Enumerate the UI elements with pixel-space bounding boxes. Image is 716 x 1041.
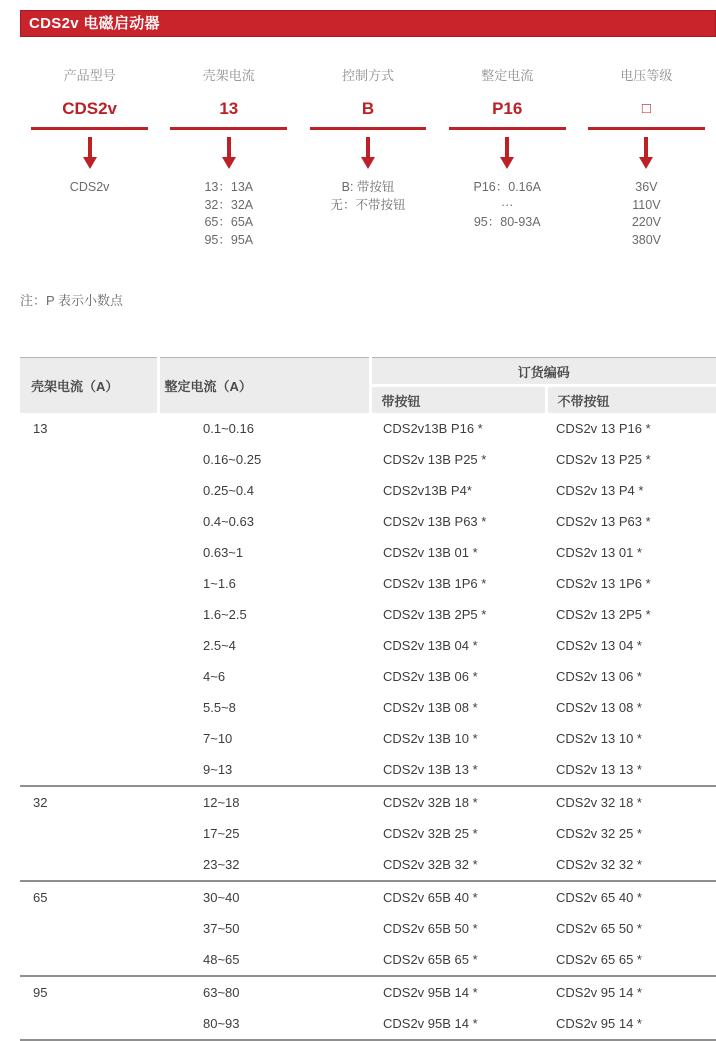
cell-code-without-button: CDS2v 13 01 * — [556, 545, 642, 560]
detail-line: B: 带按钮 — [341, 180, 395, 194]
cell-frame-current — [20, 537, 158, 568]
table-body — [20, 413, 716, 1040]
cell-setting-current: 1~1.6 — [203, 576, 236, 591]
cell-frame-current — [20, 818, 158, 849]
table-row — [20, 944, 716, 976]
cell-code-with-button: CDS2v 32B 32 * — [383, 857, 478, 872]
red-underline — [31, 127, 148, 130]
model-key-details — [632, 179, 661, 249]
cell-setting-current: 23~32 — [203, 857, 240, 872]
table-row — [20, 913, 716, 944]
model-key-details — [474, 179, 541, 232]
model-key-column — [438, 68, 577, 249]
cell-setting-current: 4~6 — [203, 669, 226, 684]
model-key-column — [298, 68, 437, 249]
table-row — [20, 723, 716, 754]
red-underline — [449, 127, 566, 130]
table-row — [20, 754, 716, 786]
cell-frame-current: 32 — [20, 786, 158, 818]
cell-code-with-button: CDS2v 13B 13 * — [383, 762, 478, 777]
detail-line: 380V — [631, 232, 662, 247]
model-key-label: 整定电流 — [481, 68, 534, 83]
cell-setting-current: 12~18 — [158, 786, 370, 818]
cell-code-with-button: CDS2v 13B 2P5 * — [383, 607, 487, 622]
cell-code-with-button: CDS2v 65B 65 * — [383, 952, 478, 967]
cell-frame-current: 65 — [20, 881, 158, 913]
cell-code-without-button: CDS2v 13 06 * — [556, 669, 642, 684]
cell-setting-current: 30~40 — [158, 881, 370, 913]
cell-setting-current: 5.5~8 — [203, 700, 236, 715]
cell-frame-current: 13 — [33, 421, 48, 436]
table-row — [20, 1008, 716, 1040]
down-arrow-icon — [361, 137, 375, 169]
cell-code-with-button: CDS2v 13B P63 * — [383, 514, 487, 529]
header-with-button: 带按钮 — [370, 386, 546, 414]
detail-line: 95：80-93A — [473, 215, 541, 229]
cell-code-with-button: CDS2v13B P4* — [383, 483, 472, 498]
arrow-stem — [366, 137, 370, 157]
detail-line: 110V — [632, 197, 661, 212]
table-row — [20, 818, 716, 849]
model-key-label: 壳架电流 — [202, 68, 255, 83]
table-row — [20, 537, 716, 568]
cell-frame-current — [20, 754, 158, 786]
table-row — [20, 849, 716, 881]
cell-code-without-button: CDS2v 65 50 * — [556, 921, 642, 936]
order-code-table — [20, 357, 716, 1041]
cell-code-without-button: CDS2v 32 32 * — [556, 857, 642, 872]
down-arrow-icon — [500, 137, 514, 169]
detail-line: 32：32A — [204, 197, 254, 212]
cell-code-without-button: CDS2v 13 P4 * — [556, 483, 644, 498]
cell-frame-current — [20, 723, 158, 754]
note-text: 注：P 表示小数点 — [20, 293, 124, 308]
detail-line: CDS2v — [69, 180, 110, 194]
cell-frame-current — [20, 568, 158, 599]
cell-code-without-button: CDS2v 32 18 * — [546, 786, 716, 818]
arrow-head — [639, 157, 653, 169]
cell-code-with-button: CDS2v 13B 08 * — [383, 700, 478, 715]
cell-code-with-button: CDS2v 13B 04 * — [383, 638, 478, 653]
header-frame-current: 壳架电流（A） — [20, 358, 158, 414]
arrow-stem — [644, 137, 648, 157]
cell-setting-current: 0.1~0.16 — [203, 421, 254, 436]
cell-code-without-button: CDS2v 13 10 * — [556, 731, 642, 746]
cell-setting-current: 1.6~2.5 — [203, 607, 247, 622]
arrow-stem — [227, 137, 231, 157]
table-row — [20, 786, 716, 818]
cell-code-with-button: CDS2v 13B 01 * — [383, 545, 478, 560]
detail-line: 95：95A — [204, 232, 254, 247]
red-underline — [588, 127, 705, 130]
cell-code-with-button: CDS2v 13B 06 * — [383, 669, 478, 684]
table-row — [20, 413, 716, 444]
model-key-code: B — [361, 99, 375, 118]
cell-code-without-button: CDS2v 13 P63 * — [556, 514, 651, 529]
cell-frame-current: 95 — [20, 976, 158, 1008]
detail-line: 无：不带按钮 — [330, 197, 406, 212]
cell-code-with-button: CDS2v 13B 10 * — [383, 731, 478, 746]
cell-frame-current — [20, 913, 158, 944]
detail-line: 36V — [635, 180, 658, 194]
table-row — [20, 475, 716, 506]
cell-code-without-button: CDS2v 65 65 * — [556, 952, 642, 967]
cell-setting-current: 9~13 — [203, 762, 233, 777]
detail-line: 65：65A — [204, 215, 254, 229]
cell-setting-current: 0.16~0.25 — [203, 452, 262, 467]
cell-code-without-button: CDS2v 13 13 * — [556, 762, 642, 777]
cell-setting-current: 7~10 — [203, 731, 233, 746]
table-row — [20, 881, 716, 913]
table-row — [20, 692, 716, 723]
model-key-label: 电压等级 — [620, 68, 673, 83]
cell-frame-current — [20, 506, 158, 537]
table-row — [20, 444, 716, 475]
arrow-head — [361, 157, 375, 169]
cell-code-without-button: CDS2v 13 2P5 * — [556, 607, 651, 622]
model-key-label: 产品型号 — [63, 68, 116, 83]
model-key-details — [204, 179, 253, 249]
down-arrow-icon — [639, 137, 653, 169]
table-row — [20, 976, 716, 1008]
table-row — [20, 506, 716, 537]
model-key-code: P16 — [492, 99, 523, 118]
cell-code-with-button: CDS2v 13B P25 * — [383, 452, 487, 467]
cell-setting-current: 63~80 — [158, 976, 370, 1008]
cell-code-with-button: CDS2v 13B 1P6 * — [383, 576, 487, 591]
cell-code-without-button: CDS2v 32 25 * — [556, 826, 642, 841]
cell-code-with-button: CDS2v 32B 18 * — [370, 786, 546, 818]
cell-frame-current — [20, 661, 158, 692]
model-key-label: 控制方式 — [342, 68, 395, 83]
down-arrow-icon — [222, 137, 236, 169]
model-key-details — [331, 179, 406, 214]
cell-frame-current — [20, 849, 158, 881]
model-code-diagram — [20, 68, 716, 249]
arrow-head — [222, 157, 236, 169]
cell-code-without-button: CDS2v 13 04 * — [556, 638, 642, 653]
cell-code-without-button: CDS2v 13 P16 * — [556, 421, 651, 436]
table-row — [20, 599, 716, 630]
cell-frame-current — [20, 1008, 158, 1040]
cell-code-without-button: CDS2v 65 40 * — [546, 881, 716, 913]
cell-code-without-button: CDS2v 13 P25 * — [556, 452, 651, 467]
cell-setting-current: 0.4~0.63 — [203, 514, 254, 529]
detail-line: P16：0.16A — [473, 180, 541, 194]
table-row — [20, 568, 716, 599]
model-key-column — [577, 68, 716, 249]
cell-code-with-button: CDS2v 95B 14 * — [370, 976, 546, 1008]
cell-setting-current: 2.5~4 — [203, 638, 236, 653]
page-title: CDS2v 电磁启动器 — [29, 15, 160, 32]
detail-line: ··· — [500, 197, 514, 212]
cell-setting-current: 17~25 — [203, 826, 240, 841]
cell-frame-current — [20, 599, 158, 630]
cell-setting-current: 0.63~1 — [203, 545, 244, 560]
table-row — [20, 661, 716, 692]
table-header — [20, 358, 716, 414]
cell-code-without-button: CDS2v 13 1P6 * — [556, 576, 651, 591]
cell-code-with-button: CDS2v 32B 25 * — [383, 826, 478, 841]
page-title-bar — [20, 10, 716, 37]
cell-code-with-button: CDS2v 65B 40 * — [370, 881, 546, 913]
header-order-code: 订货编码 — [370, 358, 716, 386]
cell-code-with-button: CDS2v 65B 50 * — [383, 921, 478, 936]
cell-setting-current: 80~93 — [158, 1008, 370, 1040]
model-key-code: 13 — [219, 99, 239, 118]
cell-frame-current — [20, 475, 158, 506]
cell-frame-current — [20, 630, 158, 661]
header-without-button: 不带按钮 — [546, 386, 716, 414]
cell-code-without-button: CDS2v 13 08 * — [556, 700, 642, 715]
cell-code-without-button: CDS2v 95 14 * — [546, 1008, 716, 1040]
detail-line: 13：13A — [204, 180, 254, 194]
model-key-column — [159, 68, 298, 249]
cell-frame-current — [20, 692, 158, 723]
model-key-code: □ — [641, 100, 651, 117]
arrow-stem — [505, 137, 509, 157]
header-setting-current: 整定电流（A） — [158, 358, 370, 414]
cell-setting-current: 48~65 — [203, 952, 240, 967]
model-key-column — [20, 68, 159, 249]
cell-setting-current: 37~50 — [203, 921, 240, 936]
model-key-code: CDS2v — [62, 99, 117, 118]
table-row — [20, 630, 716, 661]
arrow-stem — [88, 137, 92, 157]
red-underline — [310, 127, 427, 130]
cell-code-with-button: CDS2v 95B 14 * — [370, 1008, 546, 1040]
model-key-details — [70, 179, 110, 197]
cell-frame-current — [20, 944, 158, 976]
arrow-head — [500, 157, 514, 169]
cell-code-without-button: CDS2v 95 14 * — [546, 976, 716, 1008]
cell-frame-current — [20, 444, 158, 475]
red-underline — [170, 127, 287, 130]
arrow-head — [83, 157, 97, 169]
cell-setting-current: 0.25~0.4 — [203, 483, 254, 498]
cell-code-with-button: CDS2v13B P16 * — [383, 421, 483, 436]
down-arrow-icon — [83, 137, 97, 169]
detail-line: 220V — [631, 215, 662, 229]
